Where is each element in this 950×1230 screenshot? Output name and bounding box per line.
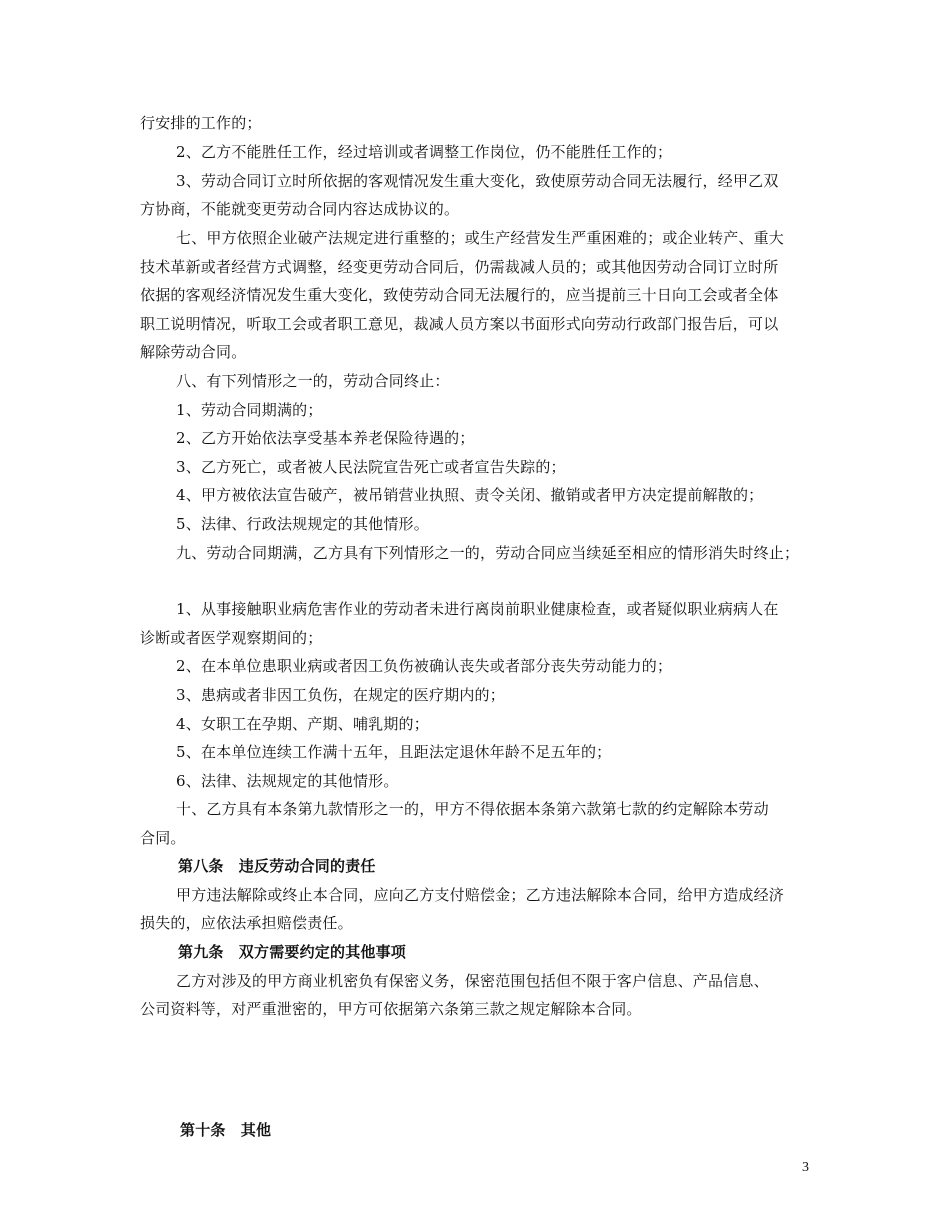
section-heading: 第八条 违反劳动合同的责任 <box>178 857 376 875</box>
section-heading: 第十条 其他 <box>180 1121 272 1139</box>
page-number: 3 <box>802 1160 809 1175</box>
text-line: 行安排的工作的； <box>140 114 262 132</box>
text-line: 公司资料等，对严重泄密的，甲方可依据第六条第三款之规定解除本合同。 <box>140 1000 642 1018</box>
text-line: 2、乙方开始依法享受基本养老保险待遇的； <box>176 429 475 447</box>
text-line: 依据的客观经济情况发生重大变化，致使劳动合同无法履行的，应当提前三十日向工会或者全体 <box>140 286 779 304</box>
text-line: 2、在本单位患职业病或者因工负伤被确认丧失或者部分丧失劳动能力的； <box>176 657 673 675</box>
text-line: 损失的，应依法承担赔偿责任。 <box>140 914 353 932</box>
text-line: 5、在本单位连续工作满十五年，且距法定退休年龄不足五年的； <box>176 743 612 761</box>
text-line: 甲方违法解除或终止本合同，应向乙方支付赔偿金；乙方违法解除本合同，给甲方造成经济 <box>176 886 785 904</box>
text-line: 职工说明情况，听取工会或者职工意见，裁减人员方案以书面形式向劳动行政部门报告后，可以 <box>140 315 779 333</box>
section-heading: 第九条 双方需要约定的其他事项 <box>178 943 407 961</box>
text-line: 合同。 <box>140 829 186 847</box>
text-line: 4、甲方被依法宣告破产，被吊销营业执照、责令关闭、撤销或者甲方决定提前解散的； <box>176 486 764 504</box>
text-line: 1、劳动合同期满的； <box>176 401 323 419</box>
text-line: 3、乙方死亡，或者被人民法院宣告死亡或者宣告失踪的； <box>176 458 566 476</box>
text-line: 5、法律、行政法规规定的其他情形。 <box>176 515 429 533</box>
text-line: 1、从事接触职业病危害作业的劳动者未进行离岗前职业健康检查，或者疑似职业病病人在 <box>176 600 779 618</box>
text-line: 3、患病或者非因工负伤，在规定的医疗期内的； <box>176 686 505 704</box>
text-line: 方协商，不能就变更劳动合同内容达成协议的。 <box>140 200 460 218</box>
text-line: 技术革新或者经营方式调整，经变更劳动合同后，仍需裁减人员的；或其他因劳动合同订立时所 <box>140 258 779 276</box>
text-line: 4、女职工在孕期、产期、哺乳期的； <box>176 715 429 733</box>
text-line: 八、有下列情形之一的，劳动合同终止： <box>176 372 450 390</box>
text-line: 解除劳动合同。 <box>140 343 247 361</box>
text-line: 乙方对涉及的甲方商业机密负有保密义务，保密范围包括但不限于客户信息、产品信息、 <box>176 972 769 990</box>
text-line: 九、劳动合同期满，乙方具有下列情形之一的，劳动合同应当续延至相应的情形消失时终止； <box>176 544 800 562</box>
text-line: 诊断或者医学观察期间的； <box>140 629 323 647</box>
text-line: 2、乙方不能胜任工作，经过培训或者调整工作岗位，仍不能胜任工作的； <box>176 143 673 161</box>
text-line: 七、甲方依照企业破产法规定进行重整的；或生产经营发生严重困难的；或企业转产、重大 <box>176 229 785 247</box>
text-line: 十、乙方具有本条第九款情形之一的，甲方不得依据本条第六款第七款的约定解除本劳动 <box>176 800 769 818</box>
text-line: 3、劳动合同订立时所依据的客观情况发生重大变化，致使原劳动合同无法履行，经甲乙双 <box>176 172 779 190</box>
text-line: 6、法律、法规规定的其他情形。 <box>176 772 399 790</box>
